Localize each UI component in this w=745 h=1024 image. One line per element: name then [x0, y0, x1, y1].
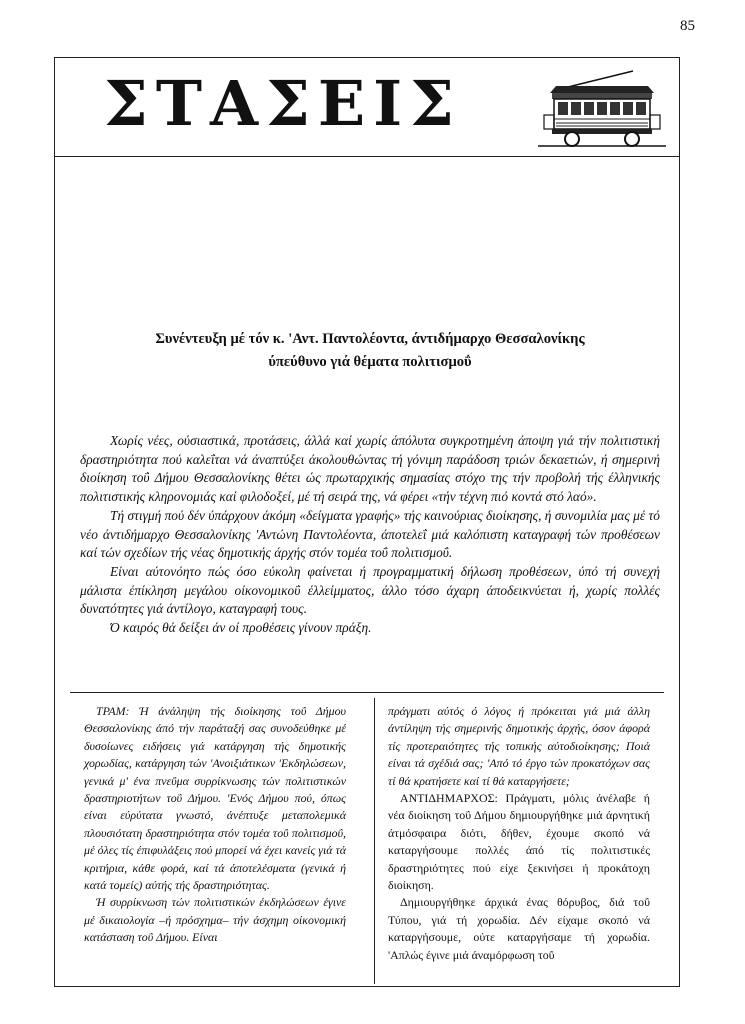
interview-question: Ή συρρίκνωση τών πολιτιστικών έκδηλώσεων έγινε μέ δικαιολογία –ή πρόσχημα– τήν άσχημη οίκονομική κατάσταση τοΰ Δήμου. Είναι [84, 895, 346, 945]
intro-paragraph: Τή στιγμή πού δέν ύπάρχουν άκόμη «δείγματα γραφής» τής καινούριας διοίκησης, ή συνομιλία μας μέ τό νέο άντιδήμαρχο Θεσσαλονίκης 'Αντώνη Παντολέοντα, άποτελεΐ μιά καλόπιστη καταγραφή τών προθέσεων καί τών σχεδίων τής νέας δημοτικής άρχής στόν τομέα τοΰ πολιτισμοΰ. [80, 507, 660, 561]
interview-question-continued: πράγματι αύτός ό λόγος ή πρόκειται γιά μιά άλλη άντίληψη τής σημερινής δημοτικής άρχής, όσον άφορά τίς προτεραιότητες τής τοπικής αύτοδιοίκησης; Ποιά είναι τά σχέδιά σας; 'Από τό έργο τών προκατόχων σας τί θά κρατήσετε καί τί θά καταργήσετε; [388, 704, 650, 788]
interview-answer: Δημιουργήθηκε άρχικά ένας θόρυβος, διά τοΰ Τύπου, γιά τή χορωδία. Δέν είχαμε σκοπό νά καταργήσουμε, ούτε καταργήσαμε τή χορωδία. 'Απλώς έγινε μιά άναμόρφωση τοΰ [388, 895, 650, 962]
column-separator [374, 698, 375, 984]
masthead [54, 57, 680, 157]
intro-paragraph: Ό καιρός θά δείξει άν οί προθέσεις γίνουν πράξη. [110, 620, 372, 636]
intro-paragraphs [80, 432, 660, 638]
article-headline [80, 328, 660, 374]
right-column [388, 703, 650, 964]
left-column [84, 703, 346, 947]
intro-paragraph: Είναι αύτονόητο πώς όσο εύκολη φαίνεται ή προγραμματική δήλωση προθέσεων, ύπό τή συνεχή μάλιστα έπίκληση μεγάλου οίκονομικοΰ έλλείμματος, άλλο τόσο άχαρη άποδεικνύεται ή, χωρίς πολλές δυνατότητες γιά άντίλογο, καταγραφή τους. [80, 563, 660, 617]
page-number: 85 [680, 18, 695, 34]
interview-question: ΤΡΑΜ: Ή άνάληψη τής διοίκησης τοΰ Δήμου Θεσσαλονίκης άπό τήν παράταξή σας συνοδεύθηκε μέ δυσοίωνες ειδήσεις γιά κατάργηση τής δημοτικής χορωδίας, κατάργηση τών 'Ανοιξιάτικων 'Εκδηλώσεων, γενικά μ' ένα πνεΰμα συρρίκνωσης τών πολιτιστικών δραστηριοτήτων τοΰ Δήμου. 'Ενός Δήμου πού, όπως είναι εύρύτατα γνωστό, άνέπτυξε μεταπολεμικά πλουσιότατη δραστηριότητα στόν τομέα τοΰ πολιτισμοΰ, μέ όλες τίς έπιφυλάξεις πού μπορεί νά έχει κανείς γιά τά κριτήρια, κάθε φορά, καί τά άποτελέσματα (γενικά ή κατά τομείς) αύτής τής δραστηριότητας. [84, 704, 346, 893]
headline-line-1: Συνέντευξη μέ τόν κ. 'Αντ. Παντολέοντα, άντιδήμαρχο Θεσσαλονίκης [155, 331, 585, 347]
intro-paragraph: Χωρίς νέες, ούσιαστικά, προτάσεις, άλλά καί χωρίς άπόλυτα συγκροτημένη άποψη γιά τήν πολιτιστική δραστηριότητα πού καλεΐται νά άναπτύξει άκολουθώντας τή γόνιμη παράδοση τριών δεκαετιών, ή σημερινή διοίκηση τοΰ Δήμου Θεσσαλονίκης θέτει ώς πρωταρχικής σημασίας στόχο της τήν προβολή τής έλληνικής πολιτιστικής κληρονομιάς καί φιλοδοξεί, μέ τή σειρά της, νά φέρει «τήν τέχνη πιό κοντά στό λαό». [80, 433, 660, 505]
interview-answer: ΑΝΤΙΔΗΜΑΡΧΟΣ: Πράγματι, μόλις άνέλαβε ή νέα διοίκηση τοΰ Δήμου δημιουργήθηκε μιά άρνητική άτμόσφαιρα διότι, δήθεν, έχουμε σκοπό νά καταργήσουμε πολλές άπό τίς πολιτιστικές δραστηριότητες πού είχε ξεκινήσει ή προκάτοχη διοίκηση. [388, 791, 650, 893]
tram-icon [538, 69, 666, 149]
headline-line-2: ύπεύθυνο γιά θέματα πολιτισμοΰ [268, 354, 472, 370]
masthead-title: ΣΤΑΣΕΙΣ [104, 67, 463, 140]
columns-top-rule [70, 692, 664, 693]
